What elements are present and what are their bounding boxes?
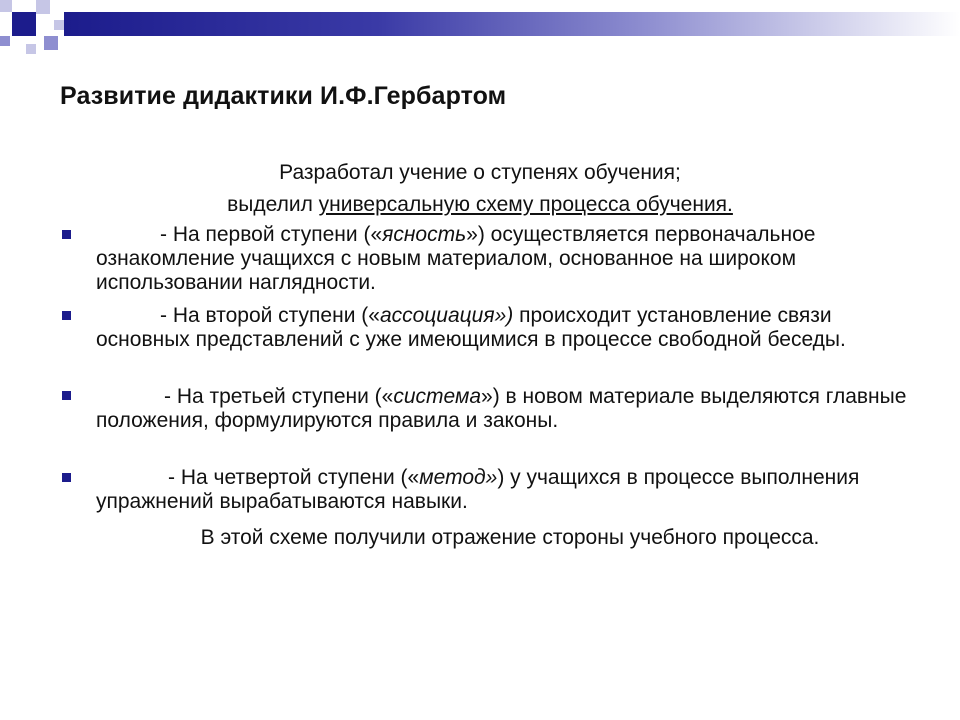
bullet-3-pre: - На третьей ступени (« [164, 385, 394, 408]
deco-square-icon [0, 0, 12, 12]
square-bullet-icon [62, 391, 71, 400]
deco-square-icon [0, 36, 10, 46]
bullet-4-term: метод» [419, 466, 498, 489]
bullet-2-post: происходит установление связи основных представлений с уже имеющимися в процессе свободной беседы. [96, 304, 846, 351]
slide-title: Развитие дидактики И.Ф.Гербартом [60, 82, 507, 110]
header-decoration [0, 0, 960, 70]
header-gradient-band [64, 12, 960, 36]
deco-square-icon [44, 36, 58, 50]
bullet-item-4 [96, 466, 916, 514]
bullet-2-pre: - На второй ступени (« [160, 304, 380, 327]
bullet-1-pre: - На первой ступени (« [160, 223, 383, 246]
intro-line-2-underlined: универсальную схему процесса обучения. [318, 193, 733, 216]
intro-line-2 [0, 192, 960, 217]
bullet-2-term: ассоциация») [379, 304, 514, 327]
square-bullet-icon [62, 311, 71, 320]
intro-line-1: Разработал учение о ступенях обучения; [279, 161, 681, 184]
bullet-3-post: ») в новом материале выделяются главные положения, формулируются правила и законы. [96, 385, 907, 432]
bullet-4-pre: - На четвертой ступени (« [168, 466, 420, 489]
intro-line-2-text: выделил [227, 193, 319, 216]
bullet-1-post: ») осуществляется первоначальное ознакомление учащихся с новым материалом, основанное на широком использовании наглядности. [96, 223, 816, 294]
deco-square-icon [12, 12, 36, 36]
bullet-item-2 [96, 304, 916, 352]
deco-square-icon [26, 44, 36, 54]
conclusion-text: В этой схеме получили отражение стороны учебного процесса. [200, 526, 820, 549]
deco-square-icon [36, 0, 50, 14]
deco-square-icon [54, 20, 64, 30]
bullet-4-post: ) у учащихся в процессе выполнения упражнений вырабатываются навыки. [96, 466, 860, 513]
bullet-1-term: ясность [382, 223, 467, 246]
square-bullet-icon [62, 473, 71, 482]
bullet-3-term: система [393, 385, 482, 408]
square-bullet-icon [62, 230, 71, 239]
bullet-item-1 [96, 223, 916, 295]
bullet-item-3 [96, 385, 916, 433]
